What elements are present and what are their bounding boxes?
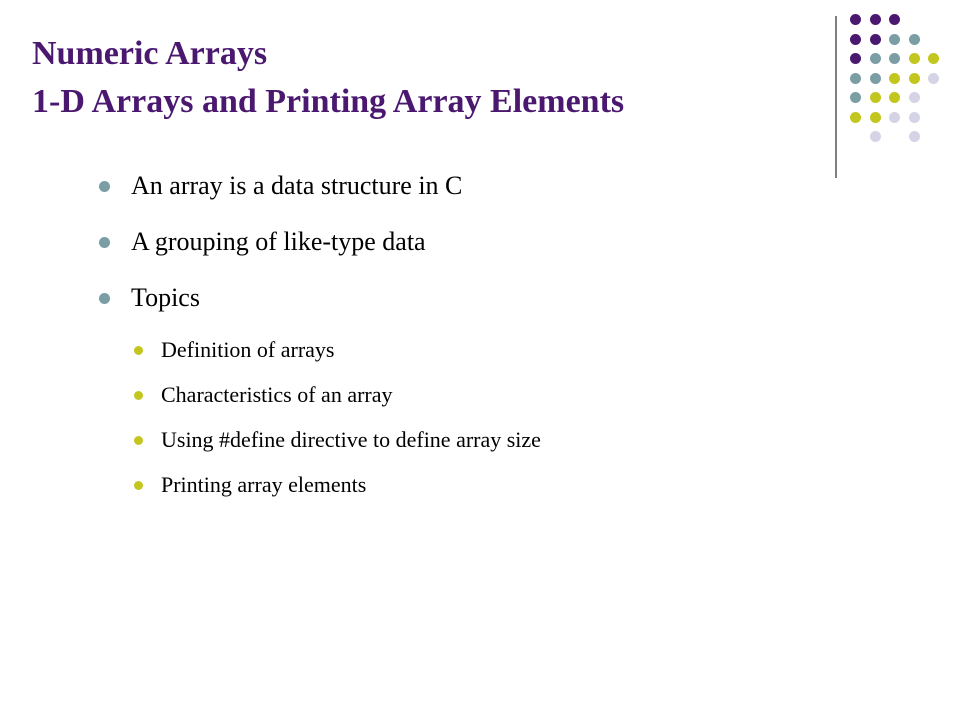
bullet-item bbox=[96, 220, 796, 276]
slide-title bbox=[32, 30, 812, 126]
decorative-dot-icon bbox=[909, 53, 920, 64]
decorative-dot-icon bbox=[870, 131, 881, 142]
sub-bullet-text: Printing array elements bbox=[161, 472, 367, 497]
decorative-dot-icon bbox=[850, 53, 861, 64]
decorative-dot-icon bbox=[928, 53, 939, 64]
sub-bullet-item bbox=[134, 467, 796, 512]
sub-bullet-text: Using #define directive to define array size bbox=[161, 427, 541, 452]
sub-bullet-dot-icon bbox=[134, 436, 143, 445]
decorative-dot-icon bbox=[870, 34, 881, 45]
decorative-dot-icon bbox=[889, 92, 900, 103]
decorative-dot-icon bbox=[889, 112, 900, 123]
sub-bullet-item bbox=[134, 332, 796, 377]
bullet-text: A grouping of like-type data bbox=[131, 227, 426, 256]
sub-bullet-dot-icon bbox=[134, 391, 143, 400]
vertical-divider bbox=[835, 16, 837, 178]
decorative-dot-icon bbox=[850, 112, 861, 123]
decorative-dot-icon bbox=[909, 73, 920, 84]
decorative-dot-icon bbox=[909, 131, 920, 142]
decorative-dot-icon bbox=[870, 73, 881, 84]
decorative-dot-icon bbox=[909, 112, 920, 123]
decorative-dot-icon bbox=[928, 73, 939, 84]
decorative-dot-icon bbox=[909, 34, 920, 45]
decorative-dot-icon bbox=[870, 53, 881, 64]
decorative-dot-icon bbox=[889, 73, 900, 84]
decorative-dot-icon bbox=[889, 53, 900, 64]
decorative-dot-icon bbox=[870, 112, 881, 123]
decorative-dot-icon bbox=[870, 92, 881, 103]
sub-bullet-text: Definition of arrays bbox=[161, 337, 335, 362]
bullet-dot-icon bbox=[99, 293, 110, 304]
decorative-dot-icon bbox=[909, 92, 920, 103]
decorative-dot-icon bbox=[850, 14, 861, 25]
bullet-item bbox=[96, 276, 796, 332]
bullet-item bbox=[96, 164, 796, 220]
bullet-list bbox=[96, 164, 796, 512]
decorative-dot-icon bbox=[850, 92, 861, 103]
sub-bullet-dot-icon bbox=[134, 481, 143, 490]
decorative-dot-grid bbox=[850, 14, 950, 154]
sub-bullet-text: Characteristics of an array bbox=[161, 382, 393, 407]
decorative-dot-icon bbox=[850, 34, 861, 45]
decorative-dot-icon bbox=[870, 14, 881, 25]
bullet-dot-icon bbox=[99, 181, 110, 192]
decorative-dot-icon bbox=[889, 34, 900, 45]
bullet-dot-icon bbox=[99, 237, 110, 248]
bullet-text: Topics bbox=[131, 283, 200, 312]
sub-bullet-item bbox=[134, 422, 796, 467]
title-line-1: Numeric Arrays bbox=[32, 35, 268, 72]
sub-bullet-item bbox=[134, 377, 796, 422]
bullet-text: An array is a data structure in C bbox=[131, 171, 463, 200]
sub-bullet-dot-icon bbox=[134, 346, 143, 355]
decorative-dot-icon bbox=[850, 73, 861, 84]
title-line-2: 1-D Arrays and Printing Array Elements bbox=[32, 83, 625, 120]
decorative-dot-icon bbox=[889, 14, 900, 25]
